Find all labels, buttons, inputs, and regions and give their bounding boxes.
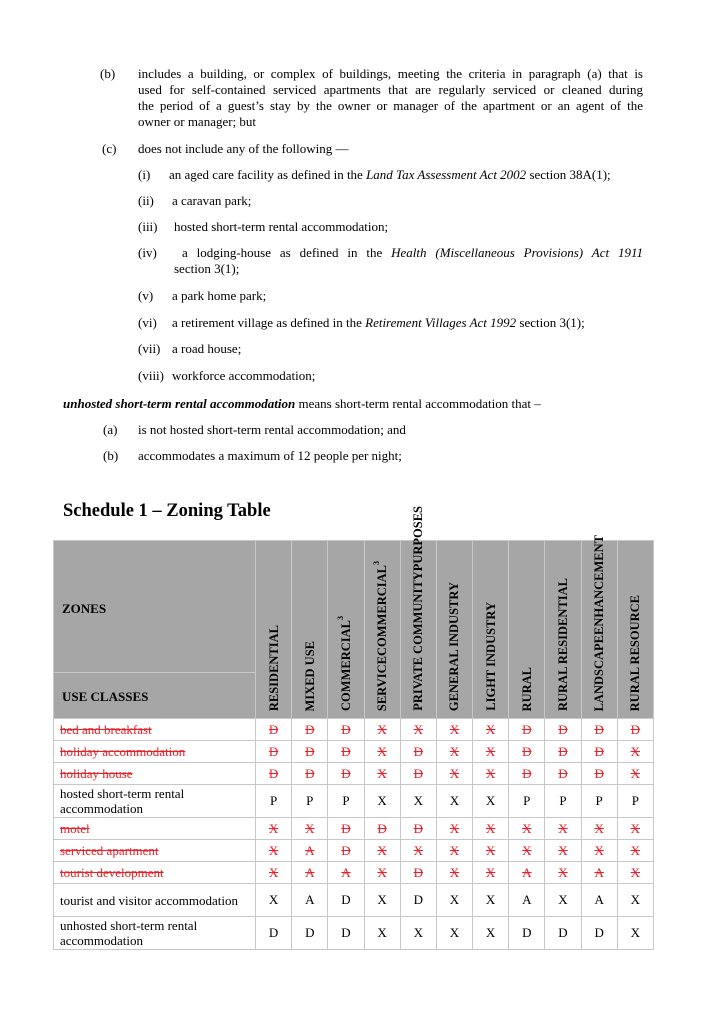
- zone-name: [411, 506, 425, 711]
- para-b-label: (b): [100, 66, 116, 81]
- permissibility-cell: A: [292, 840, 328, 862]
- permissibility-cell: X: [617, 884, 653, 917]
- permissibility-cell: X: [473, 917, 509, 950]
- permissibility-cell: D: [545, 763, 581, 785]
- table-row: [54, 763, 654, 785]
- permissibility-cell: X: [400, 719, 436, 741]
- permissibility-cell: X: [364, 862, 400, 884]
- table-row: [54, 785, 654, 818]
- permissibility-cell: D: [509, 917, 545, 950]
- permissibility-cell: X: [581, 840, 617, 862]
- permissibility-cell: X: [436, 719, 472, 741]
- permissibility-cell: A: [328, 862, 364, 884]
- sub-item-text-part: a lodging-house as defined in the: [182, 245, 392, 260]
- permissibility-cell: X: [581, 818, 617, 840]
- zone-name-line: PRIVATE COMMUNITY: [411, 571, 426, 711]
- permissibility-cell: X: [545, 862, 581, 884]
- permissibility-cell: X: [617, 840, 653, 862]
- permissibility-cell: D: [581, 741, 617, 763]
- sub-item-text: [169, 167, 643, 183]
- permissibility-cell: X: [364, 763, 400, 785]
- zone-column-header: [400, 506, 436, 719]
- zone-column-header: [364, 541, 400, 719]
- table-header-row: [54, 541, 654, 719]
- permissibility-cell: X: [364, 785, 400, 818]
- zone-name-line: SERVICE: [375, 655, 390, 711]
- permissibility-cell: A: [509, 862, 545, 884]
- para-b-line: used for self-contained serviced apartments that are regularly serviced or cleaned during: [138, 82, 643, 97]
- permissibility-cell: D: [400, 763, 436, 785]
- permissibility-cell: X: [509, 818, 545, 840]
- zone-name: [267, 625, 281, 711]
- sub-item-text: [174, 245, 643, 277]
- permissibility-cell: D: [545, 719, 581, 741]
- zone-name: [303, 641, 317, 712]
- sub-item-label: (vii): [138, 341, 161, 356]
- permissibility-cell: X: [473, 862, 509, 884]
- unhosted-b-text: accommodates a maximum of 12 people per night;: [138, 448, 402, 463]
- sub-item-text-part: a caravan park;: [172, 193, 252, 208]
- use-class-cell: tourist development: [54, 862, 256, 884]
- permissibility-cell: P: [581, 785, 617, 818]
- permissibility-cell: X: [436, 818, 472, 840]
- permissibility-cell: D: [581, 917, 617, 950]
- use-class-cell: serviced apartment: [54, 840, 256, 862]
- sub-item-text-part: section 38A(1);: [526, 167, 611, 182]
- permissibility-cell: X: [436, 840, 472, 862]
- permissibility-cell: P: [256, 785, 292, 818]
- permissibility-cell: X: [364, 917, 400, 950]
- zone-column-header: [509, 541, 545, 719]
- permissibility-cell: X: [617, 818, 653, 840]
- use-class-cell: unhosted short-term rental accommodation: [54, 917, 256, 950]
- zone-name-line: PURPOSES: [411, 506, 426, 572]
- permissibility-cell: D: [256, 763, 292, 785]
- permissibility-cell: X: [364, 840, 400, 862]
- permissibility-cell: X: [256, 862, 292, 884]
- permissibility-cell: D: [581, 719, 617, 741]
- footnote-marker: 3: [371, 560, 381, 565]
- permissibility-cell: X: [364, 884, 400, 917]
- zone-name-block: [375, 656, 389, 711]
- para-b-line: includes a building, or complex of buildings, meeting the criteria in paragraph (a) that is: [138, 66, 643, 81]
- permissibility-cell: D: [256, 741, 292, 763]
- permissibility-cell: X: [436, 741, 472, 763]
- permissibility-cell: A: [581, 884, 617, 917]
- para-c-label: (c): [102, 141, 117, 156]
- para-b-line: the period of a guest’s stay by the owner or manager of the apartment or an agent of the: [138, 98, 643, 113]
- zone-name-line: GENERAL INDUSTRY: [447, 581, 462, 711]
- sub-item-label: (vi): [138, 315, 157, 330]
- zone-column-header: [617, 541, 653, 719]
- permissibility-cell: D: [545, 917, 581, 950]
- permissibility-cell: X: [545, 818, 581, 840]
- permissibility-cell: X: [436, 884, 472, 917]
- corner-divider: [54, 672, 255, 673]
- sub-item-text-part: section 3(1);: [174, 261, 240, 276]
- permissibility-cell: D: [400, 818, 436, 840]
- permissibility-cell: D: [400, 884, 436, 917]
- use-classes-label: USE CLASSES: [62, 689, 149, 704]
- permissibility-cell: D: [364, 818, 400, 840]
- defined-term: unhosted short-term rental accommodation: [63, 396, 296, 411]
- permissibility-cell: X: [473, 818, 509, 840]
- permissibility-cell: P: [617, 785, 653, 818]
- zone-name: [447, 582, 461, 711]
- sub-item-text-part: an aged care facility as defined in the: [169, 167, 367, 182]
- sub-item-text-part: workforce accommodation;: [172, 368, 316, 383]
- permissibility-cell: X: [545, 840, 581, 862]
- table-row: [54, 884, 654, 917]
- permissibility-cell: D: [292, 741, 328, 763]
- sub-item-text-part: section 3(1);: [516, 315, 585, 330]
- permissibility-cell: P: [545, 785, 581, 818]
- permissibility-cell: X: [617, 862, 653, 884]
- permissibility-cell: X: [292, 818, 328, 840]
- sub-item-label: (i): [138, 167, 151, 182]
- act-name: Retirement Villages Act 1992: [365, 315, 517, 330]
- para-b-text: [138, 66, 643, 130]
- zone-name-block: [592, 635, 606, 711]
- zone-name-line: LANDSCAPE: [592, 634, 607, 711]
- zone-column-header: [545, 541, 581, 719]
- sub-item-text: [172, 193, 643, 209]
- zone-name: [520, 667, 534, 711]
- permissibility-cell: X: [436, 917, 472, 950]
- use-class-cell: hosted short-term rental accommodation: [54, 785, 256, 818]
- zone-name: [484, 602, 498, 711]
- table-corner-cell: [54, 541, 256, 719]
- sub-item-text-part: a road house;: [172, 341, 242, 356]
- sub-item-label: (ii): [138, 193, 154, 208]
- permissibility-cell: X: [509, 840, 545, 862]
- use-class-cell: motel: [54, 818, 256, 840]
- permissibility-cell: D: [328, 818, 364, 840]
- permissibility-cell: D: [256, 719, 292, 741]
- zone-name-line: RURAL RESOURCE: [628, 594, 643, 711]
- zone-name-line: MIXED USE: [302, 640, 317, 711]
- permissibility-cell: X: [617, 917, 653, 950]
- permissibility-cell: D: [581, 763, 617, 785]
- permissibility-cell: X: [400, 917, 436, 950]
- definition-text: means short-term rental accommodation that –: [295, 396, 541, 411]
- sub-item-label: (iv): [138, 245, 157, 260]
- permissibility-cell: X: [400, 840, 436, 862]
- permissibility-cell: X: [545, 884, 581, 917]
- unhosted-definition: [63, 396, 541, 412]
- sub-item-text: [172, 368, 643, 384]
- permissibility-cell: X: [436, 862, 472, 884]
- permissibility-cell: X: [256, 840, 292, 862]
- use-class-cell: holiday accommodation: [54, 741, 256, 763]
- zone-name-block: [411, 572, 425, 711]
- permissibility-cell: X: [364, 741, 400, 763]
- zone-column-header: [292, 541, 328, 719]
- permissibility-cell: A: [581, 862, 617, 884]
- act-name: Land Tax Assessment Act 2002: [366, 167, 527, 182]
- sub-item-text: [172, 315, 643, 331]
- permissibility-cell: D: [328, 741, 364, 763]
- para-b-line: owner or manager; but: [138, 114, 257, 129]
- sub-item-label: (iii): [138, 219, 158, 234]
- permissibility-cell: D: [328, 840, 364, 862]
- permissibility-cell: P: [509, 785, 545, 818]
- sub-item-text: [174, 219, 643, 235]
- permissibility-cell: D: [256, 917, 292, 950]
- zone-name-line: ENHANCEMENT: [592, 534, 607, 635]
- permissibility-cell: X: [436, 785, 472, 818]
- sub-item-text: [172, 341, 643, 357]
- schedule-heading: Schedule 1 – Zoning Table: [63, 501, 271, 521]
- permissibility-cell: D: [509, 719, 545, 741]
- zone-column-header: [581, 534, 617, 719]
- zone-name-line: COMMERCIAL: [338, 620, 353, 711]
- sub-item-label: (viii): [138, 368, 164, 383]
- zone-name: [556, 578, 570, 711]
- sub-item-label: (v): [138, 288, 154, 303]
- permissibility-cell: X: [473, 840, 509, 862]
- zone-column-header: [473, 541, 509, 719]
- permissibility-cell: D: [328, 917, 364, 950]
- permissibility-cell: X: [473, 719, 509, 741]
- zone-name-line: RURAL RESIDENTIAL: [555, 577, 570, 711]
- unhosted-a-text: is not hosted short-term rental accommodation; and: [138, 422, 406, 437]
- permissibility-cell: D: [617, 719, 653, 741]
- permissibility-cell: X: [473, 763, 509, 785]
- sub-item-text: [172, 288, 643, 304]
- permissibility-cell: X: [473, 884, 509, 917]
- unhosted-a-label: (a): [103, 422, 118, 437]
- permissibility-cell: A: [509, 884, 545, 917]
- permissibility-cell: X: [617, 741, 653, 763]
- permissibility-cell: X: [256, 818, 292, 840]
- permissibility-cell: D: [328, 763, 364, 785]
- table-row: [54, 818, 654, 840]
- permissibility-cell: D: [292, 719, 328, 741]
- act-name: Health (Miscellaneous Provisions) Act 1911: [391, 245, 643, 260]
- zone-name-line: RESIDENTIAL: [266, 624, 281, 711]
- permissibility-cell: X: [473, 785, 509, 818]
- permissibility-cell: D: [292, 763, 328, 785]
- zone-column-header: [256, 541, 292, 719]
- sub-item-text-part: a park home park;: [172, 288, 267, 303]
- permissibility-cell: X: [436, 763, 472, 785]
- permissibility-cell: D: [400, 862, 436, 884]
- permissibility-cell: A: [292, 862, 328, 884]
- use-class-cell: tourist and visitor accommodation: [54, 884, 256, 917]
- permissibility-cell: D: [509, 741, 545, 763]
- zone-name: [592, 535, 606, 711]
- permissibility-cell: D: [400, 741, 436, 763]
- permissibility-cell: X: [473, 741, 509, 763]
- permissibility-cell: D: [292, 917, 328, 950]
- zone-column-header: [436, 541, 472, 719]
- permissibility-cell: X: [364, 719, 400, 741]
- zone-name: [628, 595, 642, 711]
- permissibility-cell: D: [545, 741, 581, 763]
- permissibility-cell: X: [256, 884, 292, 917]
- table-row: [54, 741, 654, 763]
- zone-name: [335, 616, 353, 711]
- table-row: [54, 719, 654, 741]
- permissibility-cell: P: [328, 785, 364, 818]
- table-body: [54, 719, 654, 950]
- permissibility-cell: D: [328, 884, 364, 917]
- table-row: [54, 840, 654, 862]
- permissibility-cell: P: [292, 785, 328, 818]
- zones-label: ZONES: [62, 601, 107, 616]
- use-class-cell: holiday house: [54, 763, 256, 785]
- zone-name-line: LIGHT INDUSTRY: [483, 602, 498, 711]
- permissibility-cell: D: [328, 719, 364, 741]
- permissibility-cell: X: [400, 785, 436, 818]
- footnote-marker: 3: [335, 616, 345, 621]
- sub-item-text-part: a retirement village as defined in the: [172, 315, 366, 330]
- zone-name-line: COMMERCIAL: [375, 564, 390, 656]
- zone-column-header: [328, 541, 364, 719]
- permissibility-cell: A: [292, 884, 328, 917]
- zone-name-line: RURAL: [519, 666, 534, 711]
- unhosted-b-label: (b): [103, 448, 119, 463]
- permissibility-cell: D: [509, 763, 545, 785]
- sub-item-text-part: hosted short-term rental accommodation;: [174, 219, 389, 234]
- zone-name: [371, 560, 390, 711]
- table-row: [54, 917, 654, 950]
- table-row: [54, 862, 654, 884]
- para-c-text: does not include any of the following —: [138, 141, 349, 156]
- use-class-cell: bed and breakfast: [54, 719, 256, 741]
- permissibility-cell: X: [617, 763, 653, 785]
